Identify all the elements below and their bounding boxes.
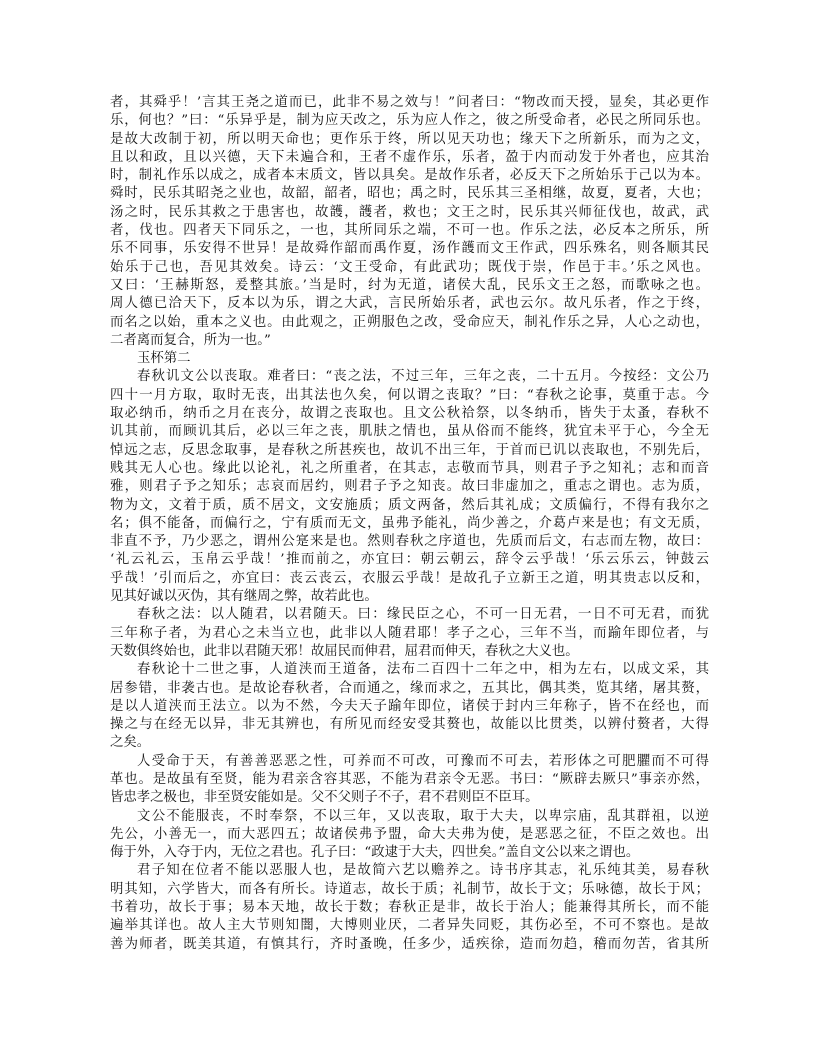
text-line: 皆忠孝之极也，非至贤安能如是。父不父则子不子，君不君则臣不臣耳。 [110,790,539,806]
text-line: 三年称子者，为君心之未当立也，此非以人随君耶！孝子之心，三年不当，而踰年即位者，与 [110,625,709,641]
text-line: 书着功，故长于事；易本天地，故长于数；春秋正是非，故长于治人；能兼得其所长，而不能 [110,900,709,916]
text-line: 乎哉！’引而后之，亦宜曰：丧云丧云，衣服云乎哉！是故孔子立新王之道，明其贵志以反和， [110,570,709,586]
text-line: 天数俱终始也，此非以君随天邪！故屈民而伸君，屈君而伸天，春秋之大义也。 [110,643,579,659]
text-line: 而名之以始，重本之义也。由此观之，正朔服色之改，受命应天，制礼作乐之异，人心之动也， [110,314,709,330]
paragraph [110,661,709,752]
text-line: 二者离而复合，所为一也。” [110,332,271,348]
text-line: 春秋讥文公以丧取。难者曰：“丧之法，不过三年，三年之丧，二十五月。今按经：文公乃 [137,369,709,385]
text-line: 居参错，非袭古也。是故论春秋者，合而通之，缘而求之，五其比，偶其类，览其绪，屠其赘， [110,680,709,696]
text-line: 四十一月方取，取时无丧，出其法也久矣，何以谓之丧取？”曰：“春秋之论事，莫重于志。今 [110,387,709,403]
text-line: 悼远之志，反思念取事，是春秋之所甚疾也，故讥不出三年，于首而已讥以丧取也，不别先后， [110,442,709,458]
text-line: 遍举其详也。故人主大节则知闇，大博则业厌，二者异失同贬，其伤必至，不可不察也。是故 [110,918,709,934]
text-line: 者，伐也。四者天下同乐之，一也，其所同乐之端，不可一也。作乐之法，必反本之所乐，所 [110,223,709,239]
text-line: 舜时，民乐其昭尧之业也，故韶，韶者，昭也；禹之时，民乐其三圣相继，故夏，夏者，大也； [110,186,709,202]
paragraph [110,606,709,661]
text-line: ‘礼云礼云，玉帛云乎哉！’推而前之，亦宜曰：朝云朝云，辞令云乎哉！‘乐云乐云，钟鼓云 [110,552,709,568]
text-line: 明其知，六学皆大，而各有所长。诗道志，故长于质；礼制节，故长于文；乐咏德，故长于风； [110,881,709,897]
text-line: 又曰：‘王赫斯怒，爰整其旅。’当是时，纣为无道，诸侯大乱，民乐文王之怒，而歌咏之也。 [110,277,709,293]
text-line: 物为文，文着于质，质不居文，文安施质；质文两备，然后其礼成；文质偏行，不得有我尔之 [110,497,709,513]
text-line: 先公，小善无一，而大恶四五；故诸侯弗予盟，命大夫弗为使，是恶恶之征，不臣之效也。出 [110,826,709,842]
text-line: 善为师者，既美其道，有慎其行，齐时蚤晚，任多少，适疾徐，造而勿趋，稽而勿苦，省其所 [110,936,709,952]
text-line: 者，其舜乎！’言其王尧之道而已，此非不易之效与！”问者曰：“物改而天授，显矣，其必更作 [110,95,709,110]
text-line: 文公不能服丧，不时奉祭，不以三年，又以丧取，取于大夫，以卑宗庙，乱其群祖，以逆 [137,808,709,824]
paragraph [110,368,709,606]
text-line: 乐，何也？”曰：“乐异乎是，制为应天改之，乐为应人作之，彼之所受命者，必民之所同乐也。 [110,113,709,129]
text-line: 是故大改制于初，所以明天命也；更作乐于终，所以见天功也；缘天下之所新乐，而为之文， [110,131,709,147]
text-line: 之矣。 [110,735,151,751]
text-line: 操之与在经无以异，非无其辨也，有所见而经安受其赘也，故能以比贯类，以辨付赘者，大得 [110,717,709,733]
text-line: 取必纳币，纳币之月在丧分，故谓之丧取也。且文公秋祫祭，以冬纳币，皆失于太蚤，春秋不 [110,406,709,422]
document-body [110,94,709,954]
text-line: 始乐于己也，吾见其效矣。诗云：‘文王受命，有此武功；既伐于崇，作邑于丰。’乐之风也。 [110,259,709,275]
text-line: 讥其前，而顾讥其后，必以三年之丧，肌肤之情也，虽从俗而不能终，犹宜未平于心，今全无 [110,424,709,440]
text-line: 见其好诚以灭伪，其有继周之弊，故若此也。 [110,589,378,605]
text-line: 革也。是故虽有至贤，能为君亲含容其恶，不能为君亲令无恶。书曰：“厥辟去厥只”事亲亦然， [110,771,709,787]
text-line: 且以和政，且以兴德，天下未遍合和，王者不虚作乐，乐者，盈于内而动发于外者也，应其治 [110,149,709,165]
paragraph [110,862,709,953]
text-line: 非直不予，乃少恶之，谓州公寔来是也。然则春秋之序道也，先质而后文，右志而左物，故曰： [110,534,709,550]
text-line: 侮于外，入夺于内，无位之君也。孔子曰：“政逮于大夫，四世矣。”盖自文公以来之谓也。 [110,845,640,861]
paragraph [110,94,709,350]
text-line: 汤之时，民乐其救之于患害也，故頀，頀者，救也；文王之时，民乐其兴师征伐也，故武，武 [110,204,709,220]
text-line: 春秋之法：以人随君，以君随天。曰：缘民臣之心，不可一日无君，一日不可无君，而犹 [137,607,709,623]
text-line: 乐不同事，乐安得不世异！是故舜作韶而禹作夏，汤作頀而文王作武，四乐殊名，则各顺其民 [110,241,709,257]
text-line: 贱其无人心也。缘此以论礼，礼之所重者，在其志，志敬而节具，则君子予之知礼；志和而音 [110,460,709,476]
text-line: 雅，则君子予之知乐；志哀而居约，则君子予之知丧。故曰非虚加之，重志之谓也。志为质， [110,479,709,495]
section-heading [110,350,709,368]
text-line: 时，制礼作乐以成之，成者本末质文，皆以具矣。是故作乐者，必反天下之所始乐于己以为本。 [110,168,709,184]
text-line: 玉杯第二 [137,351,191,367]
paragraph [110,808,709,863]
text-line: 周人德已洽天下，反本以为乐，谓之大武，言民所始乐者，武也云尔。故凡乐者，作之于终， [110,296,709,312]
text-line: 名；俱不能备，而偏行之，宁有质而无文，虽弗予能礼，尚少善之，介葛卢来是也；有文无质， [110,515,709,531]
text-line: 人受命于天，有善善恶恶之性，可养而不可改，可豫而不可去，若形体之可肥臞而不可得 [137,753,709,769]
text-line: 君子知在位者不能以恶服人也，是故简六艺以赡养之。诗书序其志，礼乐纯其美，易春秋 [137,863,709,879]
paragraph [110,753,709,808]
text-line: 春秋论十二世之事，人道浃而王道备，法布二百四十二年之中，相为左右，以成文采，其 [137,662,709,678]
text-line: 是以人道浃而王法立。以为不然，今夫天子踰年即位，诸侯于封内三年称子，皆不在经也，而 [110,698,709,714]
